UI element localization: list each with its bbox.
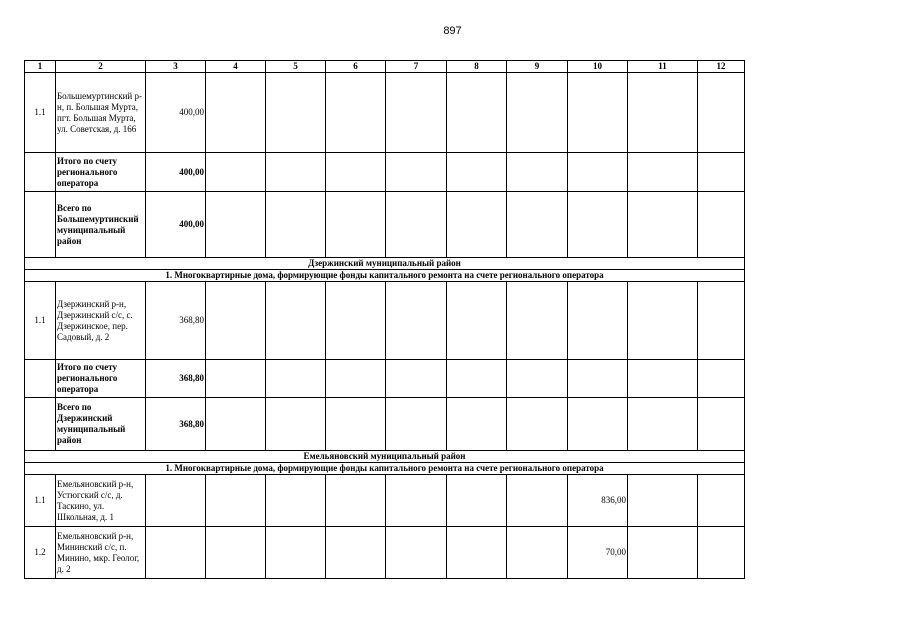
empty-cell <box>628 475 698 527</box>
empty-cell <box>628 398 698 451</box>
empty-cell <box>206 73 266 153</box>
empty-cell <box>507 475 568 527</box>
empty-cell <box>266 398 326 451</box>
empty-cell <box>386 475 447 527</box>
empty-cell <box>447 398 507 451</box>
empty-cell <box>628 192 698 258</box>
table-row <box>25 73 745 153</box>
column-header: 10 <box>568 61 628 73</box>
empty-cell <box>447 73 507 153</box>
empty-cell <box>326 153 386 192</box>
column-header: 12 <box>698 61 745 73</box>
value-cell-col10 <box>568 153 628 192</box>
empty-cell <box>266 153 326 192</box>
page-number: 897 <box>443 25 462 37</box>
value-cell-col10 <box>568 398 628 451</box>
empty-cell <box>206 527 266 579</box>
total-row <box>25 398 745 451</box>
empty-cell <box>266 192 326 258</box>
district-row <box>25 451 745 463</box>
value-cell-col3 <box>146 527 206 579</box>
empty-cell <box>386 360 447 398</box>
value-cell-col10 <box>568 282 628 360</box>
column-header: 6 <box>326 61 386 73</box>
empty-cell <box>326 282 386 360</box>
empty-cell <box>507 360 568 398</box>
data-table <box>24 60 745 579</box>
value-cell-col3: 400,00 <box>146 153 206 192</box>
empty-cell <box>507 398 568 451</box>
subsection-title: 1. Многоквартирные дома, формирующие фонды капитального ремонта на счете регионального оператора <box>25 270 745 282</box>
row-number: 1.1 <box>25 73 56 153</box>
address-cell: Итого по счету регионального оператора <box>56 360 146 398</box>
value-cell-col10 <box>568 73 628 153</box>
empty-cell <box>266 360 326 398</box>
empty-cell <box>206 475 266 527</box>
table-row <box>25 282 745 360</box>
empty-cell <box>386 192 447 258</box>
empty-cell <box>266 527 326 579</box>
row-number <box>25 192 56 258</box>
value-cell-col10 <box>568 192 628 258</box>
empty-cell <box>326 192 386 258</box>
empty-cell <box>698 527 745 579</box>
total-row <box>25 153 745 192</box>
column-header: 2 <box>56 61 146 73</box>
subsection-title: 1. Многоквартирные дома, формирующие фонды капитального ремонта на счете регионального оператора <box>25 463 745 475</box>
column-header: 1 <box>25 61 56 73</box>
address-cell: Емельяновский р-н, Устюгский с/с, д. Таскино, ул. Школьная, д. 1 <box>56 475 146 527</box>
address-cell: Емельяновский р-н, Мининский с/с, п. Минино, мкр. Геолог, д. 2 <box>56 527 146 579</box>
column-header: 9 <box>507 61 568 73</box>
empty-cell <box>447 153 507 192</box>
empty-cell <box>206 360 266 398</box>
value-cell-col3 <box>146 475 206 527</box>
value-cell-col3: 368,80 <box>146 398 206 451</box>
empty-cell <box>206 153 266 192</box>
subsection-row <box>25 270 745 282</box>
district-title: Емельяновский муниципальный район <box>25 451 745 463</box>
empty-cell <box>507 282 568 360</box>
total-row <box>25 192 745 258</box>
empty-cell <box>698 475 745 527</box>
empty-cell <box>447 192 507 258</box>
empty-cell <box>266 73 326 153</box>
column-header: 7 <box>386 61 447 73</box>
empty-cell <box>628 360 698 398</box>
empty-cell <box>386 153 447 192</box>
subsection-row <box>25 463 745 475</box>
district-row <box>25 258 745 270</box>
empty-cell <box>507 73 568 153</box>
empty-cell <box>266 282 326 360</box>
empty-cell <box>628 73 698 153</box>
row-number <box>25 398 56 451</box>
empty-cell <box>447 282 507 360</box>
empty-cell <box>206 192 266 258</box>
empty-cell <box>698 73 745 153</box>
empty-cell <box>447 527 507 579</box>
column-header: 4 <box>206 61 266 73</box>
district-title: Дзержинский муниципальный район <box>25 258 745 270</box>
value-cell-col3: 368,80 <box>146 360 206 398</box>
table-header-row <box>25 61 745 73</box>
column-header: 5 <box>266 61 326 73</box>
empty-cell <box>447 360 507 398</box>
empty-cell <box>206 282 266 360</box>
empty-cell <box>326 360 386 398</box>
value-cell-col10: 836,00 <box>568 475 628 527</box>
row-number <box>25 360 56 398</box>
empty-cell <box>447 475 507 527</box>
table-row <box>25 475 745 527</box>
empty-cell <box>698 192 745 258</box>
empty-cell <box>326 527 386 579</box>
empty-cell <box>386 282 447 360</box>
empty-cell <box>507 192 568 258</box>
row-number: 1.1 <box>25 282 56 360</box>
empty-cell <box>698 398 745 451</box>
empty-cell <box>326 73 386 153</box>
row-number: 1.2 <box>25 527 56 579</box>
table-row <box>25 527 745 579</box>
address-cell: Всего по Большемуртинский муниципальный район <box>56 192 146 258</box>
row-number: 1.1 <box>25 475 56 527</box>
empty-cell <box>507 153 568 192</box>
empty-cell <box>386 527 447 579</box>
value-cell-col10 <box>568 360 628 398</box>
address-cell: Дзержинский р-н, Дзержинский с/с, с. Дзержинское, пер. Садовый, д. 2 <box>56 282 146 360</box>
value-cell-col10: 70,00 <box>568 527 628 579</box>
column-header: 3 <box>146 61 206 73</box>
empty-cell <box>628 527 698 579</box>
empty-cell <box>698 282 745 360</box>
empty-cell <box>698 360 745 398</box>
value-cell-col3: 368,80 <box>146 282 206 360</box>
empty-cell <box>507 527 568 579</box>
empty-cell <box>698 153 745 192</box>
empty-cell <box>628 153 698 192</box>
row-number <box>25 153 56 192</box>
empty-cell <box>386 73 447 153</box>
address-cell: Большемуртинский р-н, п. Большая Мурта, пгт. Большая Мурта, ул. Советская, д. 166 <box>56 73 146 153</box>
empty-cell <box>266 475 326 527</box>
total-row <box>25 360 745 398</box>
empty-cell <box>326 398 386 451</box>
value-cell-col3: 400,00 <box>146 192 206 258</box>
column-header: 8 <box>447 61 507 73</box>
empty-cell <box>206 398 266 451</box>
empty-cell <box>326 475 386 527</box>
empty-cell <box>628 282 698 360</box>
column-header: 11 <box>628 61 698 73</box>
empty-cell <box>386 398 447 451</box>
address-cell: Всего по Дзержинский муниципальный район <box>56 398 146 451</box>
value-cell-col3: 400,00 <box>146 73 206 153</box>
address-cell: Итого по счету регионального оператора <box>56 153 146 192</box>
